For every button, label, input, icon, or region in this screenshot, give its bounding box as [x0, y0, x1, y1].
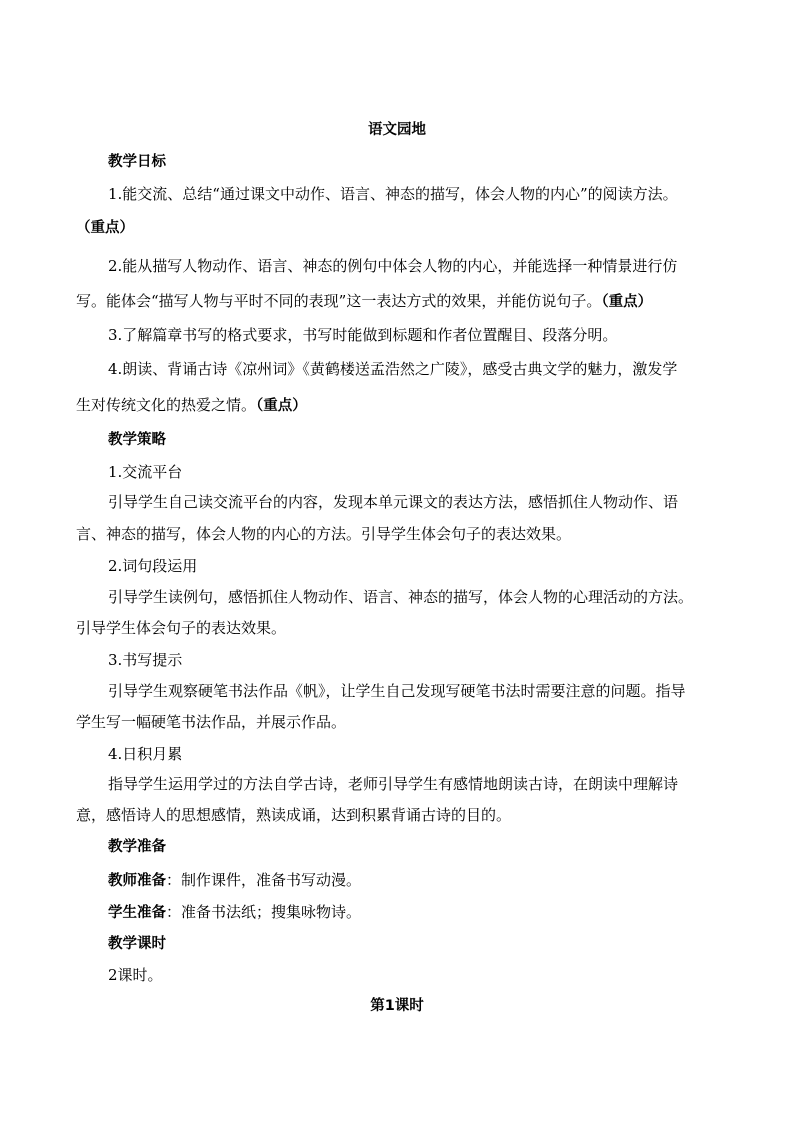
strategy-2-title: 2.词句段运用: [108, 557, 198, 575]
strategy-4-title: 4.日积月累: [108, 745, 183, 763]
strategy-3-title: 3.书写提示: [108, 651, 183, 669]
strategy-3-line-1: 引导学生观察硬笔书法作品《帆》，让学生自己发现写硬笔书法时需要注意的问题。指导: [108, 682, 686, 700]
teacher-preparation-label: 教师准备: [108, 873, 166, 889]
teacher-preparation: 教师准备：制作课件，准备书写动漫。: [108, 871, 362, 889]
strategy-1-title: 1.交流平台: [108, 463, 183, 481]
page-title: 语文园地: [368, 122, 426, 138]
periods-text: 2课时。: [108, 966, 163, 984]
strategy-2-line-2: 引导学生体会句子的表达效果。: [76, 619, 287, 637]
periods-heading: 教学课时: [108, 936, 166, 952]
strategy-4-line-2: 意，感悟诗人的思想感情，熟读成诵，达到积累背诵古诗的目的。: [76, 806, 512, 824]
strategy-3-line-2: 学生写一幅硬笔书法作品，并展示作品。: [76, 713, 347, 731]
objective-2-line-1: 2.能从描写人物动作、语言、神态的例句中体会人物的内心，并能选择一种情景进行仿: [108, 257, 678, 275]
objective-1-key-mark: （重点）: [76, 220, 134, 236]
objective-2-key-mark: （重点）: [601, 294, 653, 310]
strategy-1-line-1: 引导学生自己读交流平台的内容，发现本单元课文的表达方法，感悟抓住人物动作、语: [108, 493, 679, 511]
strategy-4-line-1: 指导学生运用学过的方法自学古诗，老师引导学生有感情地朗读古诗，在朗读中理解诗: [108, 775, 679, 793]
first-period-heading: 第1课时: [370, 998, 424, 1014]
strategy-2-line-1: 引导学生读例句，感悟抓住人物动作、语言、神态的描写，体会人物的心理活动的方法。: [108, 588, 694, 606]
strategy-1-line-2: 言、神态的描写，体会人物的内心的方法。引导学生体会句子的表达效果。: [76, 525, 572, 543]
objective-4-line-1: 4.朗读、背诵古诗《凉州词》《黄鹤楼送孟浩然之广陵》，感受古典文学的魅力，激发学: [108, 360, 678, 378]
student-preparation-label: 学生准备: [108, 905, 166, 921]
objectives-heading: 教学日标: [108, 154, 166, 170]
student-preparation: 学生准备：准备书法纸；搜集咏物诗。: [108, 903, 362, 921]
objective-4-line-2: 生对传统文化的热爱之情。（重点）: [76, 396, 307, 414]
objective-1-line-1: 1.能交流、总结“通过课文中动作、语言、神态的描写，体会人物的内心”的阅读方法。: [108, 185, 678, 203]
preparation-heading: 教学准备: [108, 839, 166, 855]
objective-2-line-2: 写。能体会“描写人物与平时不同的表现”这一表达方式的效果，并能仿说句子。（重点）: [76, 292, 653, 310]
objective-4-key-mark: （重点）: [256, 398, 307, 414]
strategy-heading: 教学策略: [108, 432, 166, 448]
objective-3: 3.了解篇章书写的格式要求，书写时能做到标题和作者位置醒目、段落分明。: [108, 326, 618, 344]
